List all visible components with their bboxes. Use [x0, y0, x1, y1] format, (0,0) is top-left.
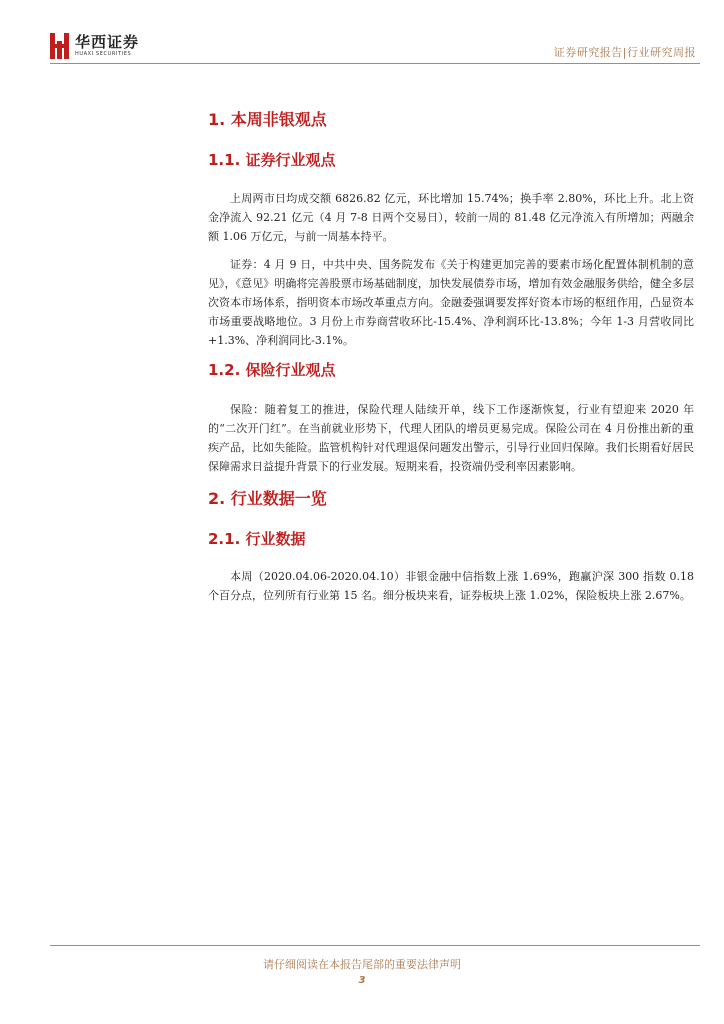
- company-logo: [50, 33, 139, 59]
- section-1-1-paragraph-2: 证券：4 月 9 日，中共中央、国务院发布《关于构建更加完善的要素市场化配置体制机制的意见》，《意见》明确将完善股票市场基础制度，加快发展债券市场，增加有效金融服务供给，健全多层次资本市场体系，指明资本市场改革重点方向。金融委强调要发挥好资本市场的枢纽作用，凸显资本市场重要战略地位。3 月份上市券商营收环比-15.4%、净利润环比-13.8%；今年 1-3 月营收同比+1.3%、净利润同比-3.1%。: [208, 258, 694, 347]
- section-1-1-heading: 1.1. 证券行业观点: [208, 151, 336, 169]
- section-1-1-paragraph-1: 上周两市日均成交额 6826.82 亿元，环比增加 15.74%；换手率 2.80%，环比上升。北上资金净流入 92.21 亿元（4 月 7-8 日两个交易日），较前一周的 81.48 亿元净流入有所增加；两融余额 1.06 万亿元，与前一周基本持平。: [208, 192, 694, 243]
- section-2-heading: 2. 行业数据一览: [208, 489, 327, 508]
- report-type-label: 证券研究报告|行业研究周报: [553, 46, 696, 59]
- logo-english-name: HUAXI SECURITIES: [75, 51, 132, 57]
- logo-mark-icon: [50, 33, 70, 59]
- section-1-2-paragraph-1: 保险：随着复工的推进，保险代理人陆续开单，线下工作逐渐恢复，行业有望迎来 2020 年的“二次开门红”。在当前就业形势下，代理人团队的增员更易完成。保险公司在 4 月份推出新的重疾产品，比如失能险。监管机构针对代理退保问题发出警示，引导行业回归保障。我们长期看好居民保障需求日益提升背景下的行业发展。短期来看，投资端仍受利率因素影响。: [208, 403, 694, 473]
- page-number: 3: [358, 975, 366, 986]
- section-2-1-paragraph-1: 本周（2020.04.06-2020.04.10）非银金融中信指数上涨 1.69%，跑赢沪深 300 指数 0.18 个百分点，位列所有行业第 15 名。细分板块来看，证券板块上涨 1.02%，保险板块上涨 2.67%。: [208, 570, 694, 602]
- header-divider: [50, 63, 700, 64]
- section-1-heading: 1. 本周非银观点: [208, 110, 327, 129]
- section-2-1-heading: 2.1. 行业数据: [208, 530, 306, 548]
- section-1-2-heading: 1.2. 保险行业观点: [208, 361, 336, 379]
- logo-chinese-name: 华西证券: [75, 33, 140, 51]
- report-body: [208, 96, 694, 605]
- footer-divider: [50, 945, 700, 946]
- legal-disclaimer: 请仔细阅读在本报告尾部的重要法律声明: [263, 958, 461, 971]
